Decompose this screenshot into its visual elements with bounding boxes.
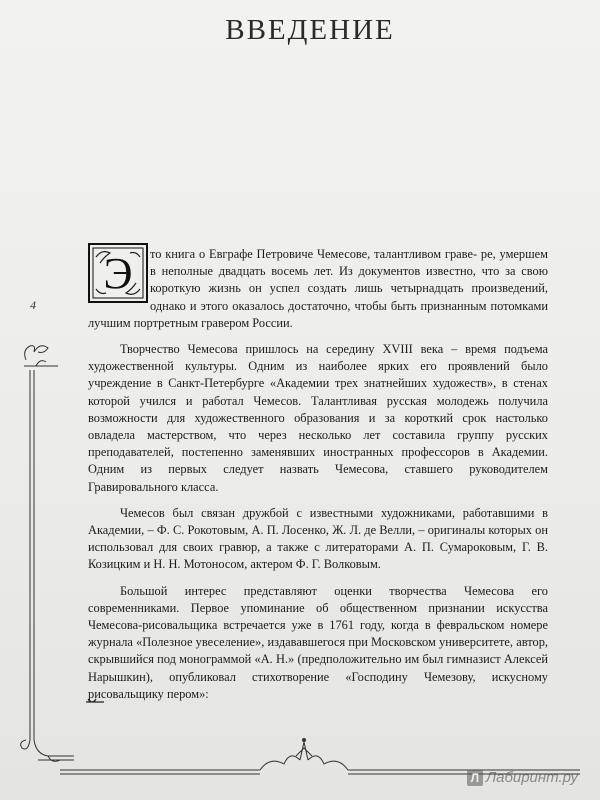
- paragraph-2: Творчество Чемесова пришлось на середину XVIII века – время подъема художественной культуры. Одним из наиболее ярких его проявлений было учреждение в Санкт-Петербурге «Академии трех знатнейших художеств», в стенах которой учился и работал Чемесов. Талантливая русская молодежь получила возможности для художественного образования и за короткий срок настолько овладела мастерством, что через несколько лет составила группу русских преподавателей, постепенно заменявших иностранных профессоров в Академии. Одним из первых следует назвать Чемесова, ставшего руководителем Гравировального класса.: [88, 342, 548, 494]
- watermark-text: Лабиринт.ру: [485, 769, 578, 786]
- page-number: 4: [30, 298, 36, 312]
- body-text: [88, 246, 548, 712]
- paragraph-4: Большой интерес представляют оценки творчества Чемесова его современниками. Первое упоминание об общественном признании искусства Чемесова-рисовальщика встречается уже в 1761 году, когда в февральском номере журнала «Полезное увеселение», издававшегося при Московском университете, автор, скрывшийся под монограммой «А. Н.» (предположительно им был гимназист Алексей Нарышкин), опубликовал стихотворение «Господину Чемезову, искусному рисовальщику пером»:: [88, 583, 548, 701]
- watermark: [467, 769, 578, 786]
- drop-cap-letter: Э: [103, 249, 133, 298]
- paragraph-1: то книга о Евграфе Петровиче Чемесове, талантливом граве- ре, умершем в неполные двадцать восемь лет. Из документов известно, что за свою короткую жизнь он успел создать лишь четырнадцать произведений, однако и этого оказалось достаточно, чтобы быть признанным потомками лучшим портретным гравером России.: [88, 247, 548, 330]
- paragraph-3: Чемесов был связан дружбой с известными художниками, работавшими в Академии, – Ф. С. Рокотовым, А. П. Лосенко, Ж. Л. де Велли, – оригиналы которых он использовал для своих гравюр, а также с литераторами А. П. Сумароковым, Г. В. Козицким и Н. Н. Мотоносом, актером Ф. Г. Волковым.: [88, 505, 548, 572]
- left-frame-ornament: [18, 340, 78, 770]
- page-title: ВВЕДЕНИЕ: [225, 14, 395, 46]
- watermark-logo-icon: Л: [467, 770, 483, 786]
